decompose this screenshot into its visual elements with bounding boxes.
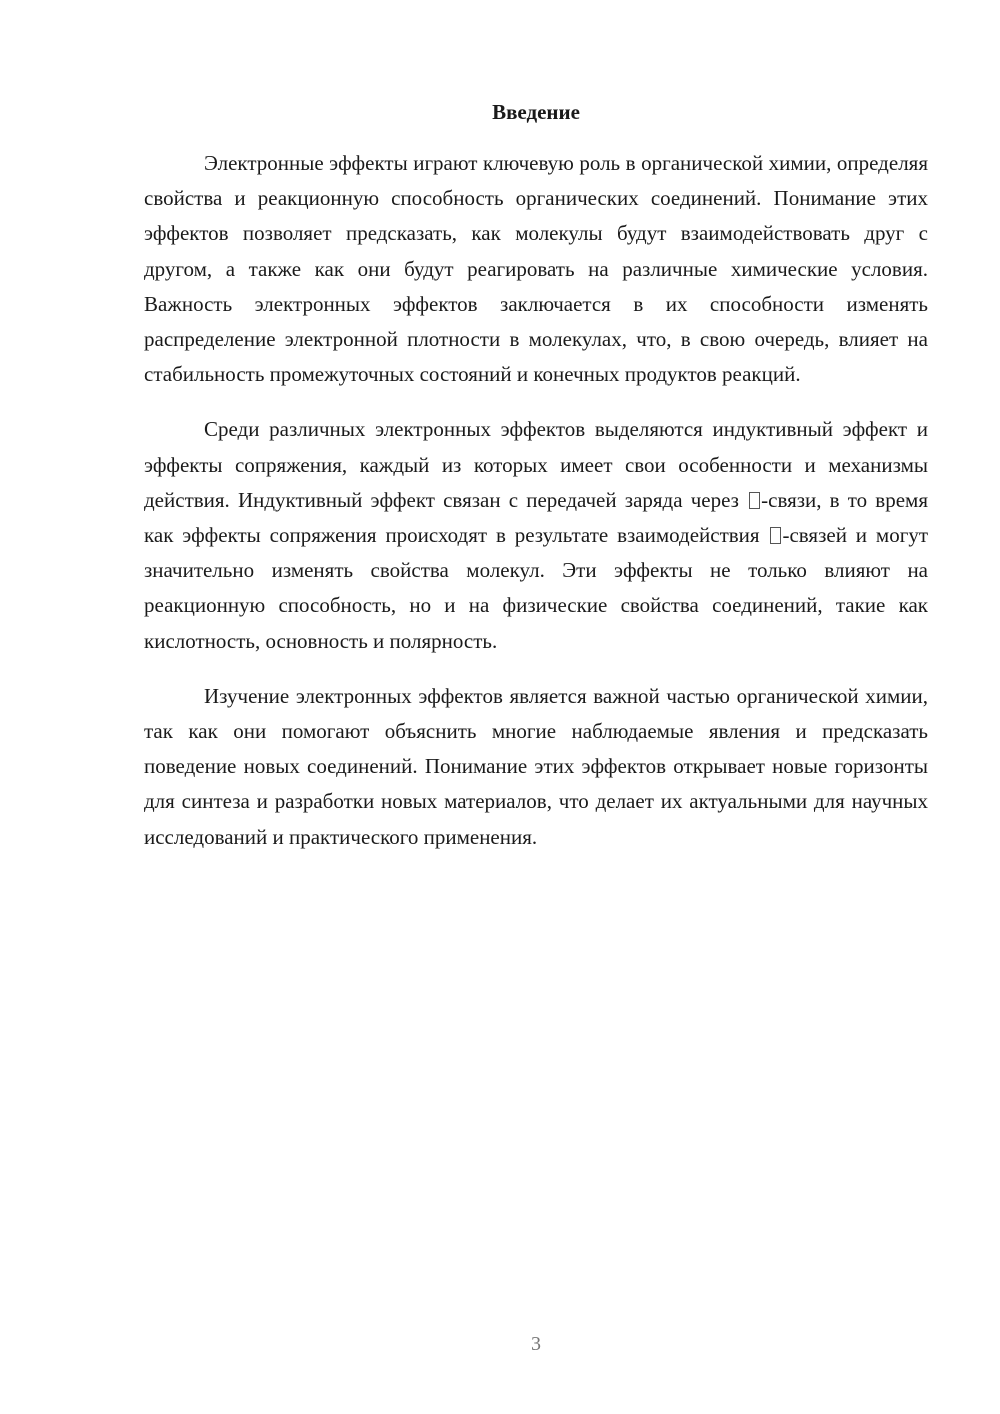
page-content [144,98,928,875]
missing-glyph-icon [770,527,781,544]
paragraph-2-part-1: Среди различных электронных эффектов выделяются индуктивный эффект и эффекты сопряжения, каждый из которых имеет свои особенности и механизмы действия. Индуктивный эффект связан с передачей заряда через [144,417,928,512]
section-heading: Введение [492,100,580,124]
missing-glyph-icon [749,492,760,509]
paragraph-2 [144,412,928,658]
paragraph-2-part-3: -связей и могут значительно изменять свойства молекул. Эти эффекты не только влияют на реакционную способность, но и на физические свойства соединений, такие как кислотность, основность и полярность. [144,523,928,653]
paragraph-1: Электронные эффекты играют ключевую роль в органической химии, определяя свойства и реакционную способность органических соединений. Понимание этих эффектов позволяет предсказать, как молекулы будут взаимодействовать друг с другом, а также как они будут реагировать на различные химические условия. Важность электронных эффектов заключается в их способности изменять распределение электронной плотности в молекулах, что, в свою очередь, влияет на стабильность промежуточных состояний и конечных продуктов реакций. [144,151,928,387]
page-number: 3 [531,1333,541,1355]
paragraph-2-part-2: -связи, в то время как эффекты сопряжения происходят в результате взаимодействия [144,487,928,548]
paragraph-3: Изучение электронных эффектов является важной частью органической химии, так как они помогают объяснить многие наблюдаемые явления и предсказать поведение новых соединений. Понимание этих эффектов открывает новые горизонты для синтеза и разработки новых материалов, что делает их актуальными для научных исследований и практического применения. [144,683,928,849]
